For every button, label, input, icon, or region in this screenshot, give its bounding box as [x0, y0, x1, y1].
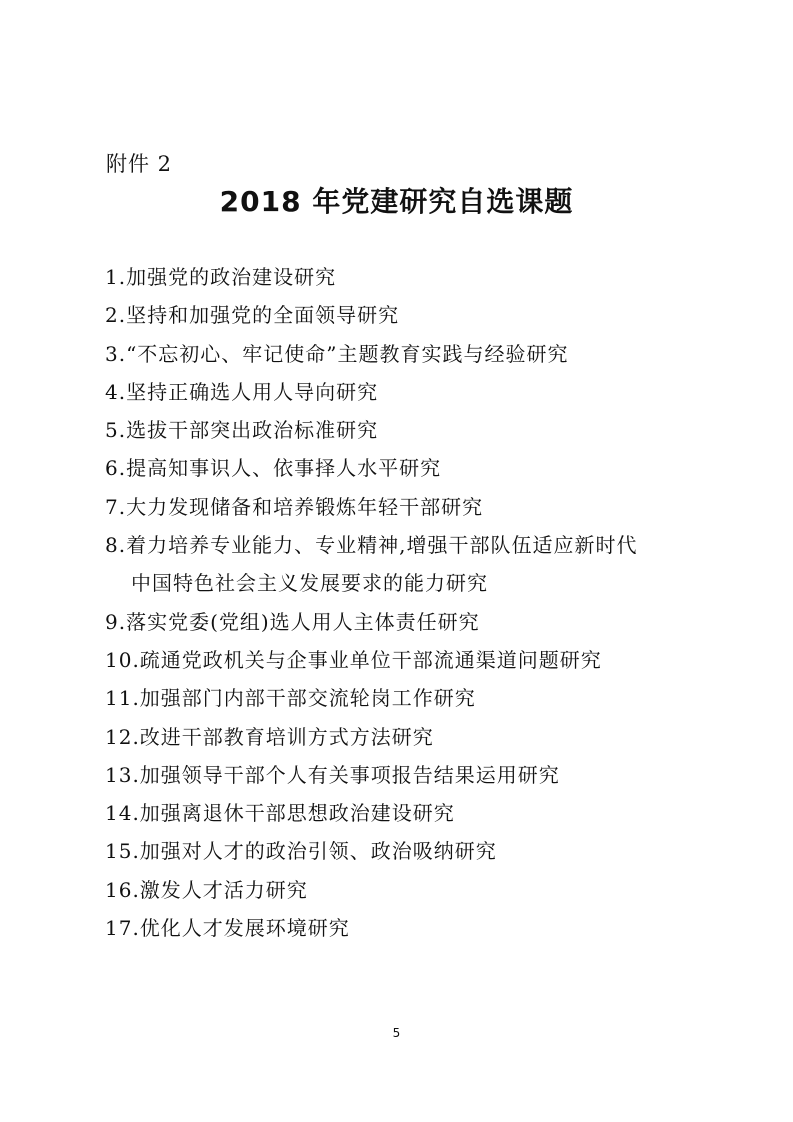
topic-list — [105, 258, 705, 947]
topic-item-12: 12.改进干部教育培训方式方法研究 — [105, 724, 434, 749]
topic-item-13: 13.加强领导干部个人有关事项报告结果运用研究 — [105, 762, 560, 787]
topic-item-9: 9.落实党委(党组)选人用人主体责任研究 — [105, 609, 480, 634]
topic-item-7: 7.大力发现储备和培养锻炼年轻干部研究 — [105, 494, 484, 519]
topic-item-1: 1.加强党的政治建设研究 — [105, 265, 337, 289]
topic-item-16: 16.激发人才活力研究 — [105, 877, 308, 902]
document-title: 2018 年党建研究自选课题 — [219, 185, 574, 218]
topic-item-3: 3.“不忘初心、牢记使命”主题教育实践与经验研究 — [105, 341, 569, 366]
page-number: 5 — [392, 1026, 401, 1040]
topic-item-14: 14.加强离退休干部思想政治建设研究 — [105, 801, 455, 826]
topic-item-15: 15.加强对人才的政治引领、政治吸纳研究 — [105, 839, 497, 864]
topic-item-6: 6.提高知事识人、依事择人水平研究 — [105, 456, 442, 481]
topic-item-2: 2.坚持和加强党的全面领导研究 — [105, 303, 400, 328]
topic-item-17: 17.优化人才发展环境研究 — [105, 916, 350, 941]
topic-item-10: 10.疏通党政机关与企事业单位干部流通渠道问题研究 — [105, 647, 602, 672]
topic-item-5: 5.选拔干部突出政治标准研究 — [105, 418, 379, 443]
topic-item-11: 11.加强部门内部干部交流轮岗工作研究 — [105, 686, 476, 711]
topic-item-4: 4.坚持正确选人用人导向研究 — [105, 379, 379, 404]
topic-item-8: 8.着力培养专业能力、专业精神,增强干部队伍适应新时代 — [105, 533, 638, 558]
topic-item-8-continuation — [105, 564, 705, 602]
continuation-text: 中国特色社会主义发展要求的能力研究 — [131, 571, 488, 596]
attachment-label: 附件 2 — [106, 152, 173, 176]
